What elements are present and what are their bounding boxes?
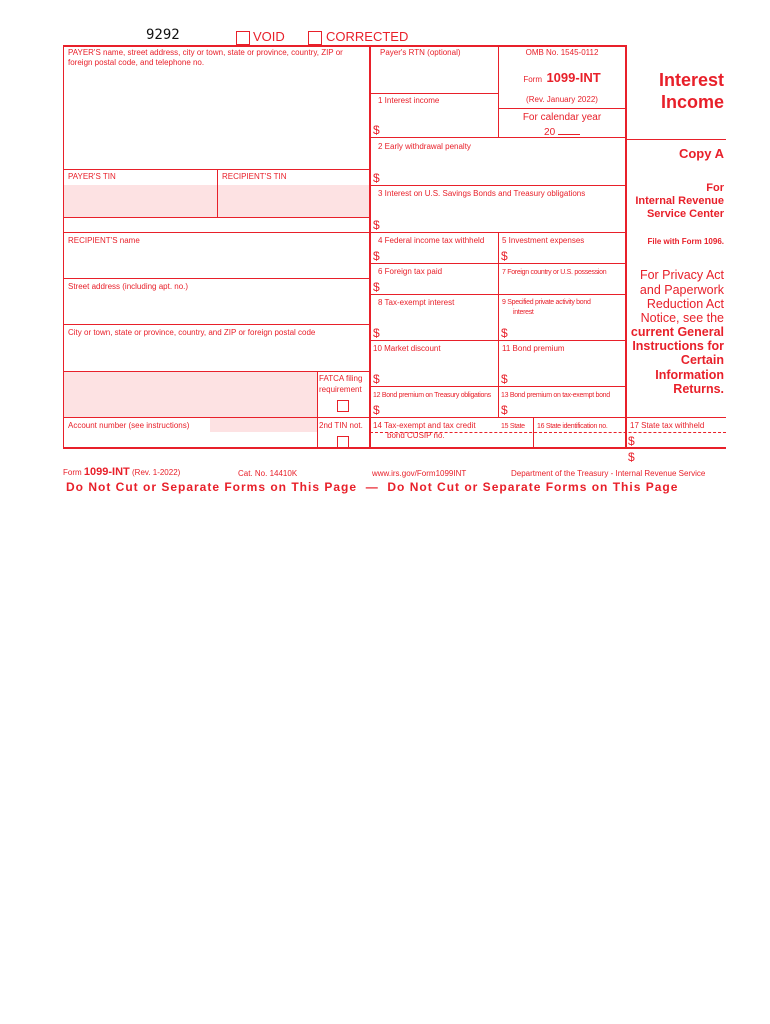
- fatca-label-2: requirement: [319, 385, 362, 394]
- footer-url: www.irs.gov/Form1099INT: [372, 469, 467, 478]
- privacy-6: Instructions for: [632, 339, 724, 353]
- fatca-label-1: FATCA filing: [319, 374, 363, 383]
- line-417: [370, 417, 625, 418]
- box3-label: 3 Interest on U.S. Savings Bonds and Treasury obligations: [378, 189, 586, 198]
- account-shade: [210, 418, 317, 432]
- city-label: City or town, state or province, country, and ZIP or foreign postal code: [68, 328, 316, 337]
- payer-tin-label: PAYER'S TIN: [68, 172, 116, 181]
- year-blank[interactable]: [558, 125, 580, 135]
- footer-form-number: 1099-INT: [83, 466, 130, 478]
- year-prefix: 20: [544, 127, 556, 138]
- box5-label: 5 Investment expenses: [502, 236, 585, 245]
- box13-label: 13 Bond premium on tax-exempt bond: [501, 392, 610, 399]
- box14-label-1: 14 Tax-exempt and tax credit: [373, 421, 476, 430]
- box11-label: 11 Bond premium: [502, 344, 565, 353]
- fatca-checkbox[interactable]: [337, 400, 349, 412]
- box15-label: 15 State: [501, 423, 525, 430]
- copy-a-label: Copy A: [678, 146, 724, 161]
- footer-rev: (Rev. 1-2022): [132, 468, 181, 477]
- fatca-left-shade: [64, 372, 317, 417]
- form-bottom-border: [63, 447, 726, 449]
- box2-dollar: $: [373, 171, 380, 185]
- box17-dollar-1: $: [628, 434, 635, 448]
- privacy-3: Reduction Act: [646, 297, 724, 311]
- box3-dollar: $: [373, 218, 380, 232]
- title-income: Income: [660, 92, 724, 112]
- rev-date: (Rev. January 2022): [526, 95, 598, 104]
- corrected-label: CORRECTED: [326, 29, 409, 44]
- box14-label-2: bond CUSIP no.: [387, 431, 445, 440]
- account-number-label: Account number (see instructions): [68, 421, 190, 430]
- omb-number: OMB No. 1545-0112: [525, 48, 599, 57]
- do-not-cut-warning: Do Not Cut or Separate Forms on This Page — Do Not Cut or Separate Forms on This Page: [66, 480, 679, 494]
- line-93: [370, 93, 498, 94]
- privacy-4: Notice, see the: [640, 311, 724, 325]
- street-address-label: Street address (including apt. no.): [68, 282, 189, 291]
- privacy-5: current General: [630, 325, 724, 339]
- line-108: [498, 108, 625, 109]
- footer-form-word: Form: [63, 468, 82, 477]
- privacy-7: Certain: [680, 353, 724, 367]
- privacy-9: Returns.: [673, 382, 724, 396]
- line-left-232: [63, 232, 370, 233]
- line-263: [370, 263, 625, 264]
- recipient-tin-shade: [218, 185, 369, 217]
- title-interest: Interest: [658, 70, 724, 90]
- box16-label: 16 State identification no.: [537, 423, 608, 430]
- box12-label: 12 Bond premium on Treasury obligations: [373, 392, 491, 399]
- box5-dollar: $: [501, 249, 508, 263]
- line-185: [370, 185, 625, 186]
- copya-line: [626, 139, 726, 140]
- corrected-checkbox[interactable]: [308, 31, 322, 45]
- box7-label: 7 Foreign country or U.S. possession: [502, 269, 607, 276]
- form-code: 9292: [146, 27, 180, 43]
- col-divider-498: [498, 45, 499, 137]
- box17-dollar-2: $: [628, 450, 635, 464]
- form-top-border: [63, 45, 626, 47]
- box9-dollar: $: [501, 326, 508, 340]
- box4-label: 4 Federal income tax withheld: [378, 236, 485, 245]
- box9-label-2: interest: [513, 309, 534, 316]
- fatca-divider: [317, 371, 318, 447]
- privacy-1: For Privacy Act: [639, 268, 724, 282]
- box17-label: 17 State tax withheld: [630, 421, 705, 430]
- calendar-year-label: For calendar year: [522, 112, 602, 123]
- box10-dollar: $: [373, 372, 380, 386]
- footer-form-id: [63, 466, 180, 478]
- box10-label: 10 Market discount: [373, 344, 441, 353]
- second-tin-label: 2nd TIN not.: [319, 421, 363, 430]
- recipient-tin-label: RECIPIENT'S TIN: [222, 172, 287, 181]
- box6-dollar: $: [373, 280, 380, 294]
- box13-dollar: $: [501, 403, 508, 417]
- side-irs-2: Service Center: [646, 208, 724, 220]
- side-for: For: [706, 182, 724, 194]
- void-label: VOID: [253, 29, 285, 44]
- form-number-header: [499, 69, 625, 87]
- box8-label: 8 Tax-exempt interest: [378, 298, 455, 307]
- footer-dept: Department of the Treasury - Internal Revenue Service: [511, 469, 706, 478]
- form-word: Form: [523, 75, 542, 84]
- line-left-278: [63, 278, 370, 279]
- line-386: [370, 386, 625, 387]
- rtn-label: Payer's RTN (optional): [380, 48, 461, 57]
- line-294: [370, 294, 625, 295]
- box12-dollar: $: [373, 403, 380, 417]
- footer-cat-no: Cat. No. 14410K: [238, 469, 298, 478]
- recipient-name-label: RECIPIENT'S name: [68, 236, 140, 245]
- row-417-right: [626, 417, 726, 418]
- line-left-217: [63, 217, 370, 218]
- line-340: [370, 340, 625, 341]
- payer-tin-shade: [64, 185, 217, 217]
- line-left-324: [63, 324, 370, 325]
- box1-label: 1 Interest income: [378, 96, 440, 105]
- box8-dollar: $: [373, 326, 380, 340]
- void-checkbox[interactable]: [236, 31, 250, 45]
- payer-name-label: PAYER'S name, street address, city or town, state or province, country, ZIP or foreign postal code, and telephone no.: [68, 48, 343, 67]
- year-field[interactable]: [499, 125, 625, 138]
- box9-label-1: 9 Specified private activity bond: [502, 299, 591, 306]
- privacy-8: Information: [655, 368, 724, 382]
- side-irs-1: Internal Revenue: [635, 195, 724, 207]
- second-tin-checkbox[interactable]: [337, 436, 349, 448]
- box4-dollar: $: [373, 249, 380, 263]
- box11-dollar: $: [501, 372, 508, 386]
- box2-label: 2 Early withdrawal penalty: [378, 142, 471, 151]
- box1-dollar: $: [373, 123, 380, 137]
- privacy-2: and Paperwork: [639, 283, 724, 297]
- box6-label: 6 Foreign tax paid: [378, 267, 443, 276]
- file-with-1096: File with Form 1096.: [647, 237, 724, 246]
- line-232: [370, 232, 625, 233]
- form-number-bold: 1099-INT: [546, 70, 601, 85]
- col-divider-498-lower: [498, 232, 499, 417]
